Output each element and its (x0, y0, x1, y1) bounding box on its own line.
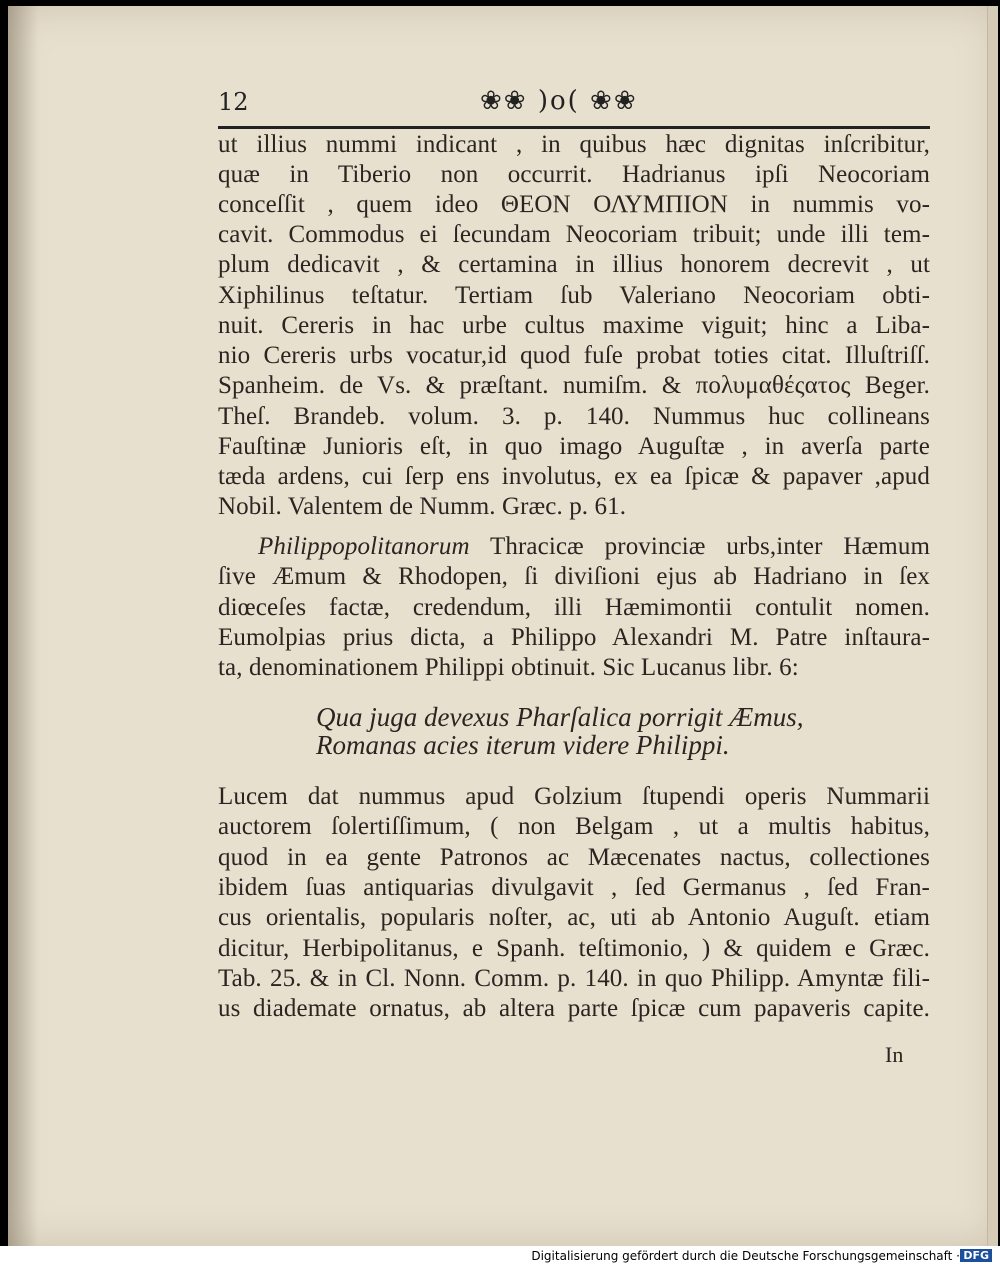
text-line: cavit. Commodus ei ſecundam Neocoriam tribuit; unde illi tem- (218, 221, 930, 248)
text-line: tæda ardens, cui ſerp ens involutus, ex ea ſpicæ & papaver ,apud (218, 463, 930, 490)
text-line: quod in ea gente Patronos ac Mæcenates nactus, collectiones (218, 844, 930, 871)
text-line: nuit. Cereris in hac urbe cultus maxime viguit; hinc a Liba- (218, 312, 930, 339)
funding-credit: Digitalisierung gefördert durch die Deutsche Forschungsgemeinschaft · (531, 1249, 960, 1263)
text-line: quæ in Tiberio non occurrit. Hadrianus ipſi Neocoriam (218, 161, 930, 188)
text-line: ta, denominationem Philippi obtinuit. Sic Lucanus libr. 6: (218, 654, 799, 681)
text-line: Tab. 25. & in Cl. Nonn. Comm. p. 140. in quo Philipp. Amyntæ fili- (218, 965, 930, 992)
catchword: In (885, 1042, 904, 1067)
text-line: Lucem dat nummus apud Golzium ſtupendi operis Nummarii (218, 783, 930, 810)
text-line: Nobil. Valentem de Numm. Græc. p. 61. (218, 493, 627, 520)
text-line: Xiphilinus teſtatur. Tertiam ſub Valeriano Neocoriam obti- (218, 282, 930, 309)
header-ornament: ❀❀ )o( ❀❀ (480, 86, 638, 116)
text-line: Theſ. Brandeb. volum. 3. p. 140. Nummus huc collineans (218, 403, 930, 430)
text-line: ut illius nummi indicant , in quibus hæc dignitas inſcribitur, (218, 131, 930, 158)
text-line: us diademate ornatus, ab altera parte ſpicæ cum papaveris capite. (218, 995, 930, 1022)
text-line: ibidem ſuas antiquarias divulgavit , ſed Germanus , ſed Fran- (218, 874, 930, 901)
text-line: diœceſes factæ, credendum, illi Hæmimontii contulit nomen. (218, 594, 930, 621)
text-line: plum dedicavit , & certamina in illius honorem decrevit , ut (218, 251, 930, 278)
text-line: Spanheim. de Vs. & præſtant. numiſm. & πολυμαθέςατος Beger. (218, 372, 930, 399)
text-line: nio Cereris urbs vocatur,id quod fuſe probat toties citat. Illuſtriſſ. (218, 342, 930, 369)
text-line: ſive Æmum & Rhodopen, ſi diviſioni ejus ab Hadriano in ſex (218, 563, 930, 590)
header-rule (218, 126, 930, 129)
gutter-shadow (8, 6, 38, 1246)
verse-line: Qua juga devexus Pharſalica porrigit Æmus, (316, 702, 804, 732)
page-edge (987, 6, 998, 1246)
verse-line: Romanas acies iterum videre Philippi. (316, 730, 730, 760)
dfg-logo: DFG (960, 1249, 992, 1262)
text-line: cus orientalis, popularis noſter, ac, uti ab Antonio Auguſt. etiam (218, 904, 930, 931)
text-line: Philippopolitanorum Thracicæ provinciæ urbs,inter Hæmum (258, 533, 930, 560)
text-line: conceſſit , quem ideo ΘΕΟΝ ΟΛΥΜΠΙΟΝ in nummis vo- (218, 191, 930, 218)
text-line: Fauſtinæ Junioris eſt, in quo imago Auguſtæ , in averſa parte (218, 433, 930, 460)
text-line: dicitur, Herbipolitanus, e Spanh. teſtimonio, ) & quidem e Græc. (218, 935, 930, 962)
page-number: 12 (218, 88, 249, 116)
footer-bar (0, 1246, 1000, 1268)
text-line: Eumolpias prius dicta, a Philippo Alexandri M. Patre inſtaura- (218, 624, 930, 651)
text-line: auctorem ſolertiſſimum, ( non Belgam , ut a multis habitus, (218, 813, 930, 840)
